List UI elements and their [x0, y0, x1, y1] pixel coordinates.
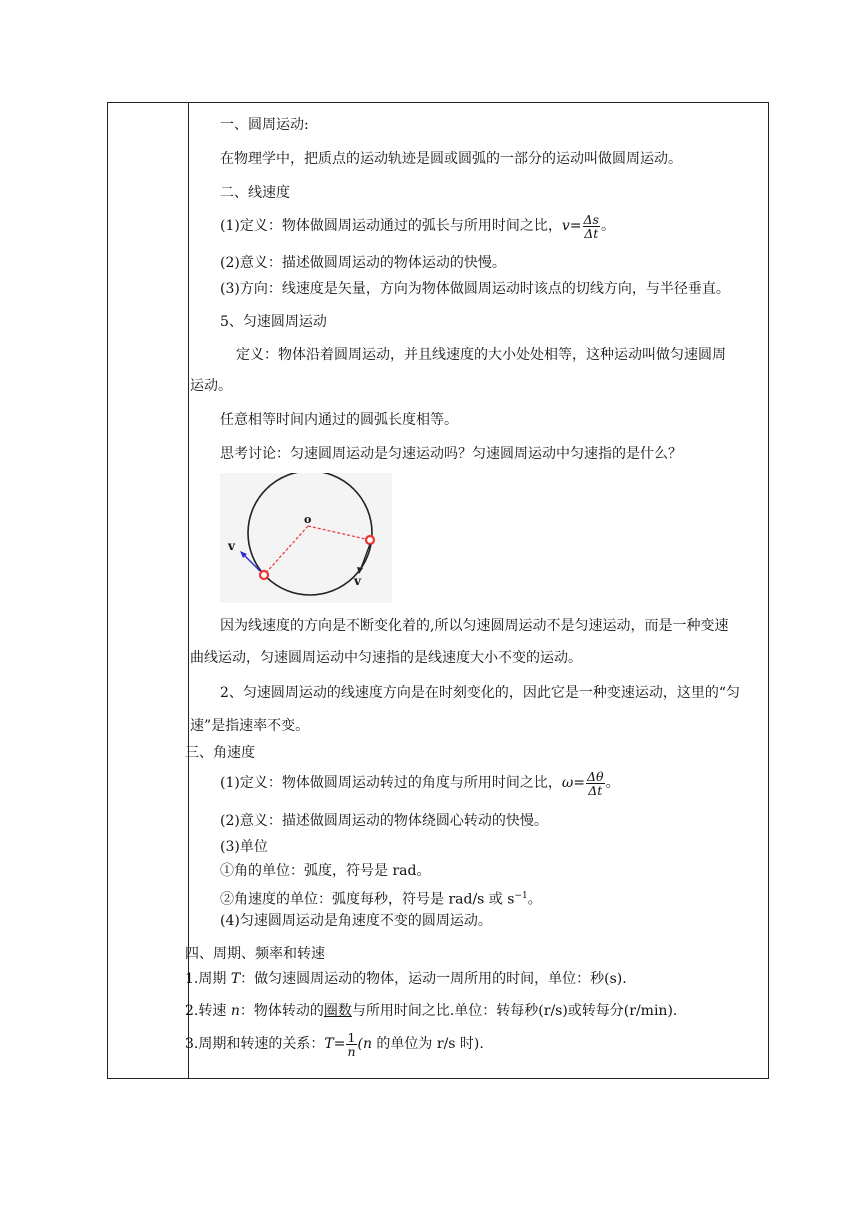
unit-angle: ①角的单位：弧度，符号是 rad。: [220, 863, 431, 879]
text: 与所用时间之比.单位：转每秒(r/s)或转每分(r/min).: [351, 1003, 678, 1019]
unit-angular-velocity: [189, 886, 768, 910]
linear-velocity-definition: [189, 212, 768, 240]
answer-line4: 速”是指速率不变。: [190, 718, 310, 734]
section3-heading: 三、角速度: [185, 745, 255, 761]
notes-table: [107, 102, 769, 1079]
fraction-numerator: Δθ: [587, 768, 604, 784]
velocity-label-right: v: [354, 574, 361, 588]
velocity-fraction: [583, 213, 600, 240]
period-mark: 。: [600, 218, 615, 234]
angular-velocity-definition: [189, 769, 768, 797]
omega-symbol: ω: [561, 775, 574, 791]
omega-fraction: [586, 770, 605, 797]
period-symbol: T: [230, 971, 241, 987]
speed-symbol: (n: [357, 1036, 372, 1052]
point-right: [366, 536, 374, 544]
circular-motion-figure: [220, 473, 392, 603]
definition-text: (1)定义：物体做圆周运动通过的弧长与所用时间之比，: [220, 218, 562, 234]
label: 3.周期和转速的关系：: [185, 1036, 325, 1052]
speed-symbol: n: [230, 1003, 240, 1019]
unit-heading: (3)单位: [220, 839, 268, 855]
period-mark: 。: [605, 775, 620, 791]
fraction-denominator: Δt: [584, 225, 599, 241]
circle-diagram: [220, 473, 392, 603]
relation-fraction: [346, 1031, 356, 1058]
definition-text: (1)定义：物体做圆周运动转过的角度与所用时间之比，: [220, 775, 562, 791]
equals-sign: =: [573, 775, 585, 791]
velocity-symbol: v: [561, 218, 570, 234]
text: ：做匀速圆周运动的物体，运动一周所用的时间，单位：秒(s).: [240, 971, 627, 987]
section2-heading: 二、线速度: [220, 185, 290, 201]
fraction-denominator: n: [347, 1043, 356, 1059]
discussion-question: 思考讨论：匀速圆周运动是匀速运动吗？匀速圆周运动中匀速指的是什么？: [220, 446, 682, 462]
fraction-numerator: Δs: [583, 211, 599, 227]
period-definition: [185, 969, 768, 989]
velocity-label-left: v: [228, 539, 235, 553]
equal-arcs-statement: 任意相等时间内通过的圆弧长度相等。: [220, 412, 458, 428]
period-mark: 。: [527, 891, 542, 908]
text: ：物体转动的: [239, 1003, 324, 1019]
section1-definition: 在物理学中，把质点的运动轨迹是圆或圆弧的一部分的运动叫做圆周运动。: [220, 151, 682, 167]
period-speed-relation: [185, 1030, 768, 1058]
linear-velocity-direction: (3)方向：线速度是矢量，方向为物体做圆周运动时该点的切线方向，与半径垂直。: [220, 281, 730, 297]
equals-sign: =: [333, 1036, 346, 1052]
fraction-denominator: Δt: [588, 782, 603, 798]
unit-text: ②角速度的单位：弧度每秒，符号是 rad/s 或 s: [220, 891, 515, 908]
label: 1.周期: [185, 971, 231, 987]
fraction-numerator: 1: [347, 1029, 356, 1045]
equals-sign: =: [569, 218, 582, 234]
section4-heading: 四、周期、频率和转速: [185, 946, 325, 962]
point-left: [260, 571, 268, 579]
underlined-term: 圈数: [323, 1003, 352, 1019]
answer-line3: 2、匀速圆周运动的线速度方向是在时刻变化的，因此它是一种变速运动，这里的“匀: [220, 685, 741, 701]
uniform-motion-definition-line2: 运动。: [190, 378, 232, 394]
uniform-angular-velocity: (4)匀速圆周运动是角速度不变的圆周运动。: [220, 913, 492, 929]
uniform-motion-definition-line1: 定义：物体沿着圆周运动，并且线速度的大小处处相等，这种运动叫做匀速圆周: [236, 347, 726, 363]
section1-heading: 一、圆周运动:: [220, 117, 309, 133]
answer-line1: 因为线速度的方向是不断变化着的,所以匀速圆周运动不是匀速运动，而是一种变速: [220, 618, 729, 634]
left-column: [108, 103, 189, 1078]
linear-velocity-meaning: (2)意义：描述做圆周运动的物体运动的快慢。: [220, 255, 506, 271]
text: 的单位为 r/s 时).: [371, 1036, 484, 1052]
section5-heading: 5、匀速圆周运动: [220, 314, 327, 330]
center-label: o: [304, 513, 312, 526]
answer-line2: 曲线运动，匀速圆周运动中匀速指的是线速度大小不变的运动。: [190, 650, 582, 666]
unit-exponent: −1: [514, 891, 528, 901]
rotational-speed-definition: [185, 1001, 768, 1021]
label: 2.转速: [185, 1003, 231, 1019]
period-symbol: T: [324, 1036, 334, 1052]
angular-velocity-meaning: (2)意义：描述做圆周运动的物体绕圆心转动的快慢。: [220, 813, 548, 829]
